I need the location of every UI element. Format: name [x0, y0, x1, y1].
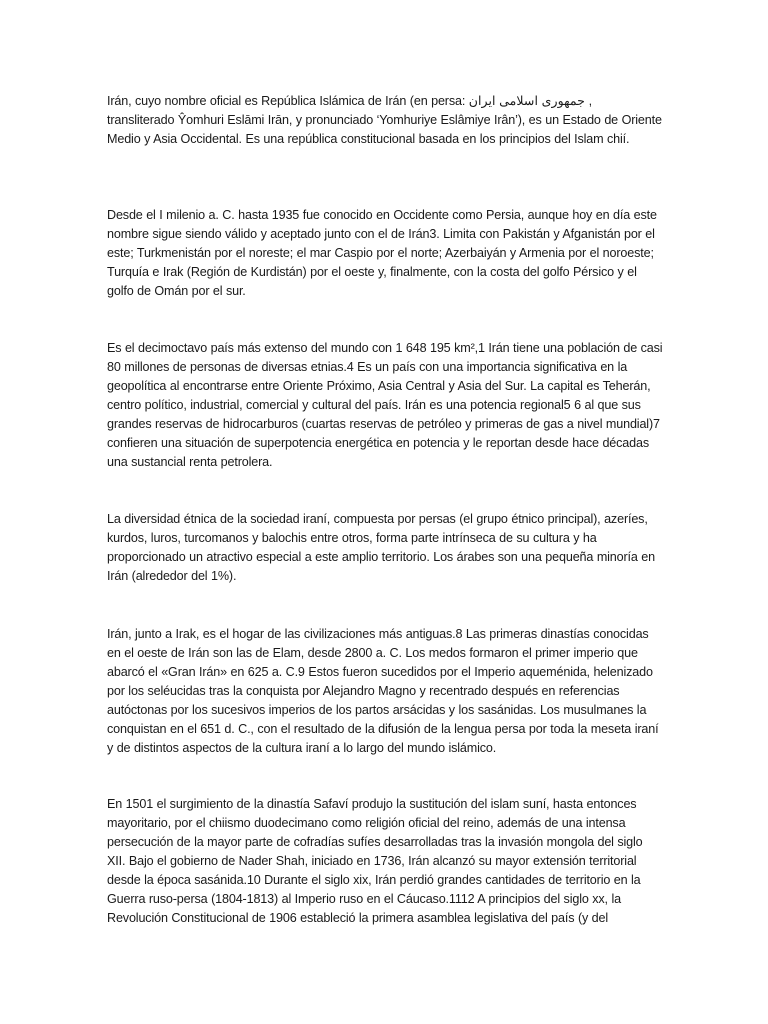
paragraph-ancient-history: Irán, junto a Irak, es el hogar de las civilizaciones más antiguas.8 Las primeras dinastías conocidas en el oeste de Irán son las de Elam, desde 2800 a. C. Los medos formaron el primer imperio que abarcó el «Gran Irán» en 625 a. C.9 Estos fueron sucedidos por el Imperio aqueménida, helenizado por los seléucidas tras la conquista por Alejandro Magno y recentrado después en referencias autóctonas por los sucesivos imperios de los partos arsácidas y los sasánidas. Los musulmanes la conquistan en el 651 d. C., con el resultado de la difusión de la lengua persa por toda la meseta iraní y de distintos aspectos de la cultura iraní a lo largo del mundo islámico.	[107, 627, 659, 755]
paragraph-geography: Es el decimoctavo país más extenso del mundo con 1 648 195 km²,1 Irán tiene una población de casi 80 millones de personas de diversas etnias.4 Es un país con una importancia significativa en la geopolítica al encontrarse entre Oriente Próximo, Asia Central y Asia del Sur. La capital es Teherán, centro político, industrial, comercial y cultural del país. Irán es una potencia regional5 6 al que sus grandes reservas de hidrocarburos (cuartas reservas de petróleo y primeras de gas a nivel mundial)7 confieren una situación de superpotencia energética en potencia y le reportan desde hace décadas una sustancial renta petrolera.	[107, 341, 663, 469]
paragraph-intro: Irán, cuyo nombre oficial es República Islámica de Irán (en persa: جمهوری اسلامی ایران , transliterado Ŷomhuri Eslāmi Irān, y pronunciado ‘Yomhuriye Eslâmiye Irân’), es un Estado de Oriente Medio y Asia Occidental. Es una república constitucional basada en los principios del Islam chií.	[107, 94, 662, 146]
paragraph-modern-history: En 1501 el surgimiento de la dinastía Safaví produjo la sustitución del islam suní, hasta entonces mayoritario, por el chiismo duodecimano como religión oficial del reino, además de una intensa persecución de la mayor parte de cofradías sufíes desarrolladas tras la invasión mongola del siglo XII. Bajo el gobierno de Nader Shah, iniciado en 1736, Irán alcanzó su mayor extensión territorial desde la época sasánida.10 Durante el siglo xix, Irán perdió grandes cantidades de territorio en la Guerra ruso-persa (1804-1813) al Imperio ruso en el Cáucaso.1112 A principios del siglo xx, la Revolución Constitucional de 1906 estableció la primera asamblea legislativa del país (y del	[107, 797, 643, 925]
paragraph-history-borders: Desde el I milenio a. C. hasta 1935 fue conocido en Occidente como Persia, aunque hoy en día este nombre sigue siendo válido y aceptado junto con el de Irán3. Limita con Pakistán y Afganistán por el este; Turkmenistán por el noreste; el mar Caspio por el norte; Azerbaiyán y Armenia por el noroeste; Turquía e Irak (Región de Kurdistán) por el oeste y, finalmente, con la costa del golfo Pérsico y el golfo de Omán por el sur.	[107, 208, 657, 298]
paragraph-ethnicity: La diversidad étnica de la sociedad iraní, compuesta por persas (el grupo étnico principal), azeríes, kurdos, luros, turcomanos y balochis entre otros, forma parte intrínseca de su cultura y ha proporcionado un atractivo especial a este amplio territorio. Los árabes son una pequeña minoría en Irán (alrededor del 1%).	[107, 512, 656, 583]
